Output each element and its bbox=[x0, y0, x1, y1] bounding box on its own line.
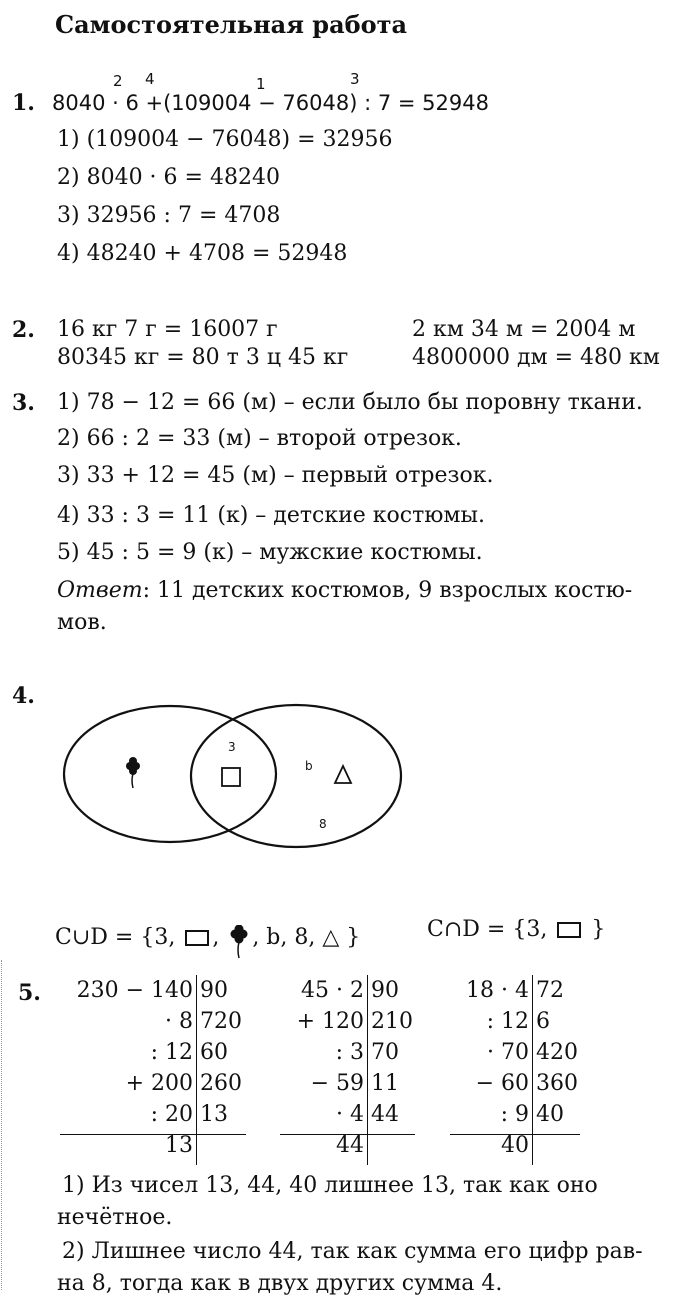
task-1-step-4: 4) 48240 + 4708 = 52948 bbox=[57, 241, 348, 266]
flower-icon bbox=[226, 925, 252, 959]
intersection-suffix: } bbox=[591, 917, 606, 942]
chain-3-val-4: 360 bbox=[536, 1071, 578, 1096]
set-c-ellipse bbox=[64, 706, 276, 842]
task-5-note-2-line-2: на 8, тогда как в двух других сумма 4. bbox=[57, 1271, 503, 1296]
task-5-note-2-line-1: 2) Лишнее число 44, так как сумма его цифр рав- bbox=[62, 1239, 643, 1264]
square-icon bbox=[185, 930, 209, 946]
chain-3-op-5: : 9 bbox=[500, 1102, 529, 1127]
answer-text: : 11 детских костюмов, 9 взрослых костю- bbox=[142, 578, 633, 603]
margin-dotted-line bbox=[1, 960, 2, 1290]
task-2-left-2: 80345 кг = 80 т 3 ц 45 кг bbox=[57, 345, 349, 370]
task-5-number: 5. bbox=[18, 980, 41, 1006]
chain-2-op-2: + 120 bbox=[296, 1009, 364, 1034]
task-1-expression: 8040 · 6 +(109004 − 76048) : 7 = 52948 bbox=[52, 91, 489, 115]
order-mark-4: 3 bbox=[350, 70, 360, 88]
task-1-step-2: 2) 8040 · 6 = 48240 bbox=[57, 165, 280, 190]
task-3-step-4: 4) 33 : 3 = 11 (к) – детские костюмы. bbox=[57, 503, 486, 528]
task-1-number: 1. bbox=[12, 90, 35, 116]
chain-3-values bbox=[536, 975, 596, 1130]
chain-1-val-5: 13 bbox=[200, 1102, 228, 1127]
chain-1-divider bbox=[196, 975, 197, 1165]
order-mark-1: 2 bbox=[113, 72, 123, 90]
chain-3-val-2: 6 bbox=[536, 1009, 550, 1034]
task-2-left-1: 16 кг 7 г = 16007 г bbox=[57, 317, 278, 342]
task-3-step-3: 3) 33 + 12 = 45 (м) – первый отрезок. bbox=[57, 463, 494, 488]
intersection-prefix: C∩D = {3, bbox=[427, 917, 548, 942]
task-3-answer-line-2: мов. bbox=[57, 610, 107, 635]
chain-3-val-3: 420 bbox=[536, 1040, 578, 1065]
chain-2-op-4: − 59 bbox=[310, 1071, 364, 1096]
task-5-note-1-line-2: нечётное. bbox=[57, 1205, 173, 1230]
task-1-step-1: 1) (109004 − 76048) = 32956 bbox=[57, 127, 393, 152]
venn-label-8: 8 bbox=[319, 817, 327, 831]
square-icon bbox=[222, 768, 240, 786]
chain-1-op-5: : 20 bbox=[150, 1102, 193, 1127]
union-line: C∪D = {3, , , b, 8, △ } bbox=[55, 917, 360, 959]
task-3-number: 3. bbox=[12, 390, 35, 416]
task-3-step-2: 2) 66 : 2 = 33 (м) – второй отрезок. bbox=[57, 426, 462, 451]
chain-1-op-2: · 8 bbox=[165, 1009, 193, 1034]
chain-1-op-4: + 200 bbox=[125, 1071, 193, 1096]
chain-3-op-2: : 12 bbox=[486, 1009, 529, 1034]
chain-1-op-1: 230 − 140 bbox=[76, 978, 193, 1003]
chain-2-result: 44 bbox=[336, 1133, 364, 1158]
flower-icon bbox=[126, 757, 140, 788]
chain-3-result: 40 bbox=[501, 1133, 529, 1158]
task-2-right-2: 4800000 дм = 480 км bbox=[412, 345, 660, 370]
task-4-number: 4. bbox=[12, 683, 35, 709]
chain-1-result: 13 bbox=[165, 1133, 193, 1158]
chain-1-val-1: 90 bbox=[200, 978, 228, 1003]
chain-2-val-5: 44 bbox=[371, 1102, 399, 1127]
task-3-step-1: 1) 78 − 12 = 66 (м) – если было бы поровну ткани. bbox=[57, 390, 643, 415]
chain-3-underline bbox=[450, 1134, 580, 1135]
chain-2-val-3: 70 bbox=[371, 1040, 399, 1065]
chain-3-op-4: − 60 bbox=[475, 1071, 529, 1096]
chain-2-op-5: · 4 bbox=[336, 1102, 364, 1127]
chain-2-underline bbox=[280, 1134, 415, 1135]
chain-2-divider bbox=[367, 975, 368, 1165]
venn-label-3: 3 bbox=[228, 740, 236, 754]
chain-3-divider bbox=[532, 975, 533, 1165]
task-5-note-1-line-1: 1) Из чисел 13, 44, 40 лишнее 13, так как оно bbox=[62, 1173, 598, 1198]
chain-3-val-5: 40 bbox=[536, 1102, 564, 1127]
intersection-line bbox=[427, 917, 605, 942]
union-suffix: , b, 8, △ } bbox=[252, 925, 361, 950]
chain-2-op-1: 45 · 2 bbox=[301, 978, 364, 1003]
chain-2-val-2: 210 bbox=[371, 1009, 413, 1034]
union-prefix: C∪D = {3, bbox=[55, 925, 176, 950]
chain-1-val-4: 260 bbox=[200, 1071, 242, 1096]
page-title: Самостоятельная работа bbox=[55, 10, 408, 39]
chain-1-val-2: 720 bbox=[200, 1009, 242, 1034]
chain-2-op-3: : 3 bbox=[335, 1040, 364, 1065]
chain-1-underline bbox=[60, 1134, 246, 1135]
triangle-icon bbox=[335, 766, 351, 783]
chain-2-values bbox=[371, 975, 431, 1130]
answer-label: Ответ bbox=[57, 578, 143, 603]
chain-1-op-3: : 12 bbox=[150, 1040, 193, 1065]
task-2-right-1: 2 км 34 м = 2004 м bbox=[412, 317, 636, 342]
chain-3-op-3: · 70 bbox=[487, 1040, 529, 1065]
chain-3-op-1: 18 · 4 bbox=[466, 978, 529, 1003]
order-mark-2: 4 bbox=[145, 70, 155, 88]
task-2-number: 2. bbox=[12, 317, 35, 343]
chain-3-val-1: 72 bbox=[536, 978, 564, 1003]
chain-2-val-1: 90 bbox=[371, 978, 399, 1003]
task-3-answer-line-1 bbox=[57, 578, 632, 603]
order-mark-3: 1 bbox=[256, 75, 266, 93]
venn-label-b: b bbox=[305, 759, 313, 773]
task-1-step-3: 3) 32956 : 7 = 4708 bbox=[57, 203, 281, 228]
task-3-step-5: 5) 45 : 5 = 9 (к) – мужские костюмы. bbox=[57, 540, 483, 565]
chain-1-val-3: 60 bbox=[200, 1040, 228, 1065]
square-icon bbox=[557, 922, 581, 938]
venn-diagram bbox=[60, 700, 440, 860]
chain-2-val-4: 11 bbox=[371, 1071, 399, 1096]
